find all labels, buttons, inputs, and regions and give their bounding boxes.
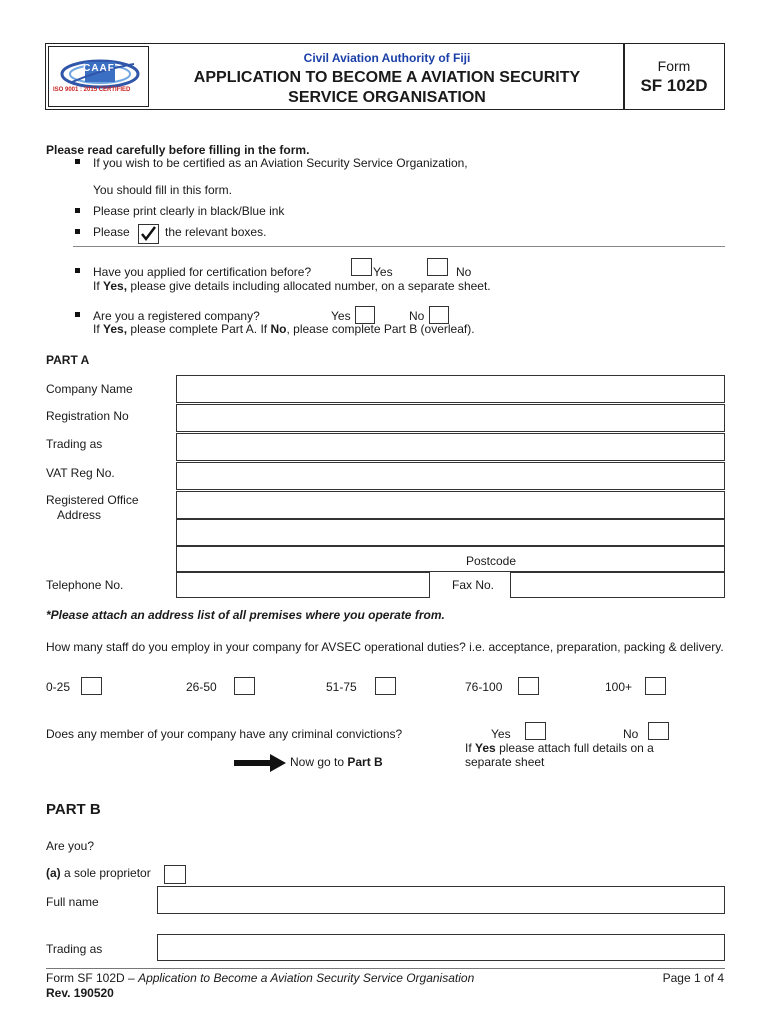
registered-yes-label: Yes	[331, 309, 351, 323]
trading-as-field[interactable]	[176, 433, 725, 461]
certification-question: Have you applied for certification before?	[93, 265, 312, 279]
footer-form-ref	[46, 971, 474, 985]
staff-option-100-plus-label: 100+	[605, 680, 633, 694]
certification-yes-checkbox[interactable]	[351, 258, 372, 276]
form-title-line2: SERVICE ORGANISATION	[288, 89, 486, 106]
goto-arrow	[234, 754, 286, 775]
caaf-logo-icon	[54, 52, 144, 102]
instruction-bullet3-post: the relevant boxes.	[165, 225, 267, 239]
instructions-heading: Please read carefully before filling in the form.	[46, 143, 310, 157]
footer-form-code: Form SF 102D	[46, 971, 125, 985]
registration-no-label: Registration No	[46, 409, 129, 423]
criminal-note-line2: separate sheet	[465, 755, 545, 769]
criminal-yes-label: Yes	[491, 727, 511, 741]
footer-dash: –	[128, 971, 135, 985]
registered-no-label: No	[409, 309, 425, 323]
staff-option-0-25-label: 0-25	[46, 680, 71, 694]
instruction-bullet3-pre: Please	[93, 225, 130, 239]
staff-option-26-50-checkbox[interactable]	[234, 677, 255, 695]
bullet-marker	[75, 159, 80, 164]
criminal-note	[465, 741, 654, 755]
sole-proprietor-label	[46, 866, 151, 880]
goto-part-b	[290, 755, 383, 769]
form-title-line1: APPLICATION TO BECOME A AVIATION SECURITY	[193, 69, 581, 86]
form-code: SF 102D	[640, 76, 708, 95]
bullet-marker	[75, 312, 80, 317]
certification-note-if: If	[93, 279, 100, 293]
goto-part-b-pre: Now go to	[290, 755, 345, 769]
logo-text: CAAF	[83, 63, 115, 74]
company-name-label: Company Name	[46, 382, 133, 396]
office-address-line3[interactable]	[176, 546, 725, 572]
criminal-question: Does any member of your company have any criminal convictions?	[46, 727, 403, 741]
part-b-heading: PART B	[46, 801, 101, 818]
certification-note-rest: please give details including allocated number, on a separate sheet.	[130, 279, 491, 293]
certification-no-label: No	[456, 265, 472, 279]
staff-option-76-100-checkbox[interactable]	[518, 677, 539, 695]
criminal-note-if: If	[465, 741, 472, 755]
registered-office-label: Registered Office	[46, 493, 139, 507]
instruction-bullet1-cont: You should fill in this form.	[93, 183, 232, 197]
are-you-label: Are you?	[46, 839, 95, 853]
registered-note-if: If	[93, 322, 100, 336]
staff-option-0-25-checkbox[interactable]	[81, 677, 102, 695]
registered-note-yes: Yes,	[103, 322, 128, 336]
sole-proprietor-letter: (a)	[46, 866, 61, 880]
telephone-field[interactable]	[176, 572, 430, 598]
fax-label: Fax No.	[452, 578, 495, 592]
staff-option-76-100-label: 76-100	[465, 680, 503, 694]
staff-option-51-75-label: 51-75	[326, 680, 357, 694]
caaf-logo	[54, 52, 144, 102]
certification-note-yes: Yes,	[103, 279, 128, 293]
criminal-yes-checkbox[interactable]	[525, 722, 546, 740]
postcode-label: Postcode	[466, 554, 517, 568]
authority-name: Civil Aviation Authority of Fiji	[303, 51, 471, 65]
certification-no-checkbox[interactable]	[427, 258, 448, 276]
attach-premises-note: *Please attach an address list of all premises where you operate from.	[46, 608, 445, 622]
arrow-right-icon	[234, 754, 286, 772]
bullet-marker	[75, 268, 80, 273]
staff-option-100-plus-checkbox[interactable]	[645, 677, 666, 695]
bullet-marker	[75, 229, 80, 234]
trading-as-label: Trading as	[46, 437, 103, 451]
office-address-line1[interactable]	[176, 491, 725, 519]
registered-note	[93, 322, 475, 336]
staff-option-26-50-label: 26-50	[186, 680, 217, 694]
footer-divider	[46, 968, 725, 969]
staff-question: How many staff do you employ in your company for AVSEC operational duties? i.e. acceptance, preparation, packing & delivery.	[46, 640, 724, 654]
criminal-note-yes: Yes	[475, 741, 496, 755]
certification-note	[93, 279, 491, 293]
instruction-bullet1: If you wish to be certified as an Aviation Security Service Organization,	[93, 156, 468, 170]
instruction-bullet2: Please print clearly in black/Blue ink	[93, 204, 285, 218]
certification-yes-label: Yes	[373, 265, 393, 279]
registered-note-mid: please complete Part A. If	[130, 322, 268, 336]
vat-reg-field[interactable]	[176, 462, 725, 490]
goto-part-b-bold: Part B	[347, 755, 383, 769]
registered-note-no: No	[270, 322, 287, 336]
fax-field[interactable]	[510, 572, 725, 598]
example-tick-box	[138, 224, 159, 244]
divider	[73, 246, 725, 247]
logo-certification: ISO 9001 : 2015 CERTIFIED	[53, 87, 131, 93]
full-name-label: Full name	[46, 895, 99, 909]
part-b-trading-as-field[interactable]	[157, 934, 725, 961]
registration-no-field[interactable]	[176, 404, 725, 432]
staff-option-51-75-checkbox[interactable]	[375, 677, 396, 695]
vat-reg-label: VAT Reg No.	[46, 466, 115, 480]
criminal-no-checkbox[interactable]	[648, 722, 669, 740]
footer-revision: Rev. 190520	[46, 986, 114, 1000]
company-name-field[interactable]	[176, 375, 725, 403]
part-b-trading-as-label: Trading as	[46, 942, 103, 956]
telephone-label: Telephone No.	[46, 578, 124, 592]
criminal-no-label: No	[623, 727, 639, 741]
registered-note-end: , please complete Part B (overleaf).	[286, 322, 475, 336]
check-mark-icon	[139, 225, 158, 243]
office-address-line2[interactable]	[176, 519, 725, 546]
form-label: Form	[657, 58, 691, 74]
bullet-marker	[75, 208, 80, 213]
sole-proprietor-checkbox[interactable]	[164, 865, 186, 884]
footer-page-number: Page 1 of 4	[662, 971, 724, 985]
criminal-note-rest: please attach full details on a	[499, 741, 654, 755]
registered-office-label-address: Address	[57, 508, 102, 522]
full-name-field[interactable]	[157, 886, 725, 914]
registered-question: Are you a registered company?	[93, 309, 260, 323]
part-a-heading: PART A	[46, 353, 90, 367]
footer-form-description: Application to Become a Aviation Security Service Organisation	[138, 971, 475, 985]
sole-proprietor-text: a sole proprietor	[64, 866, 151, 880]
